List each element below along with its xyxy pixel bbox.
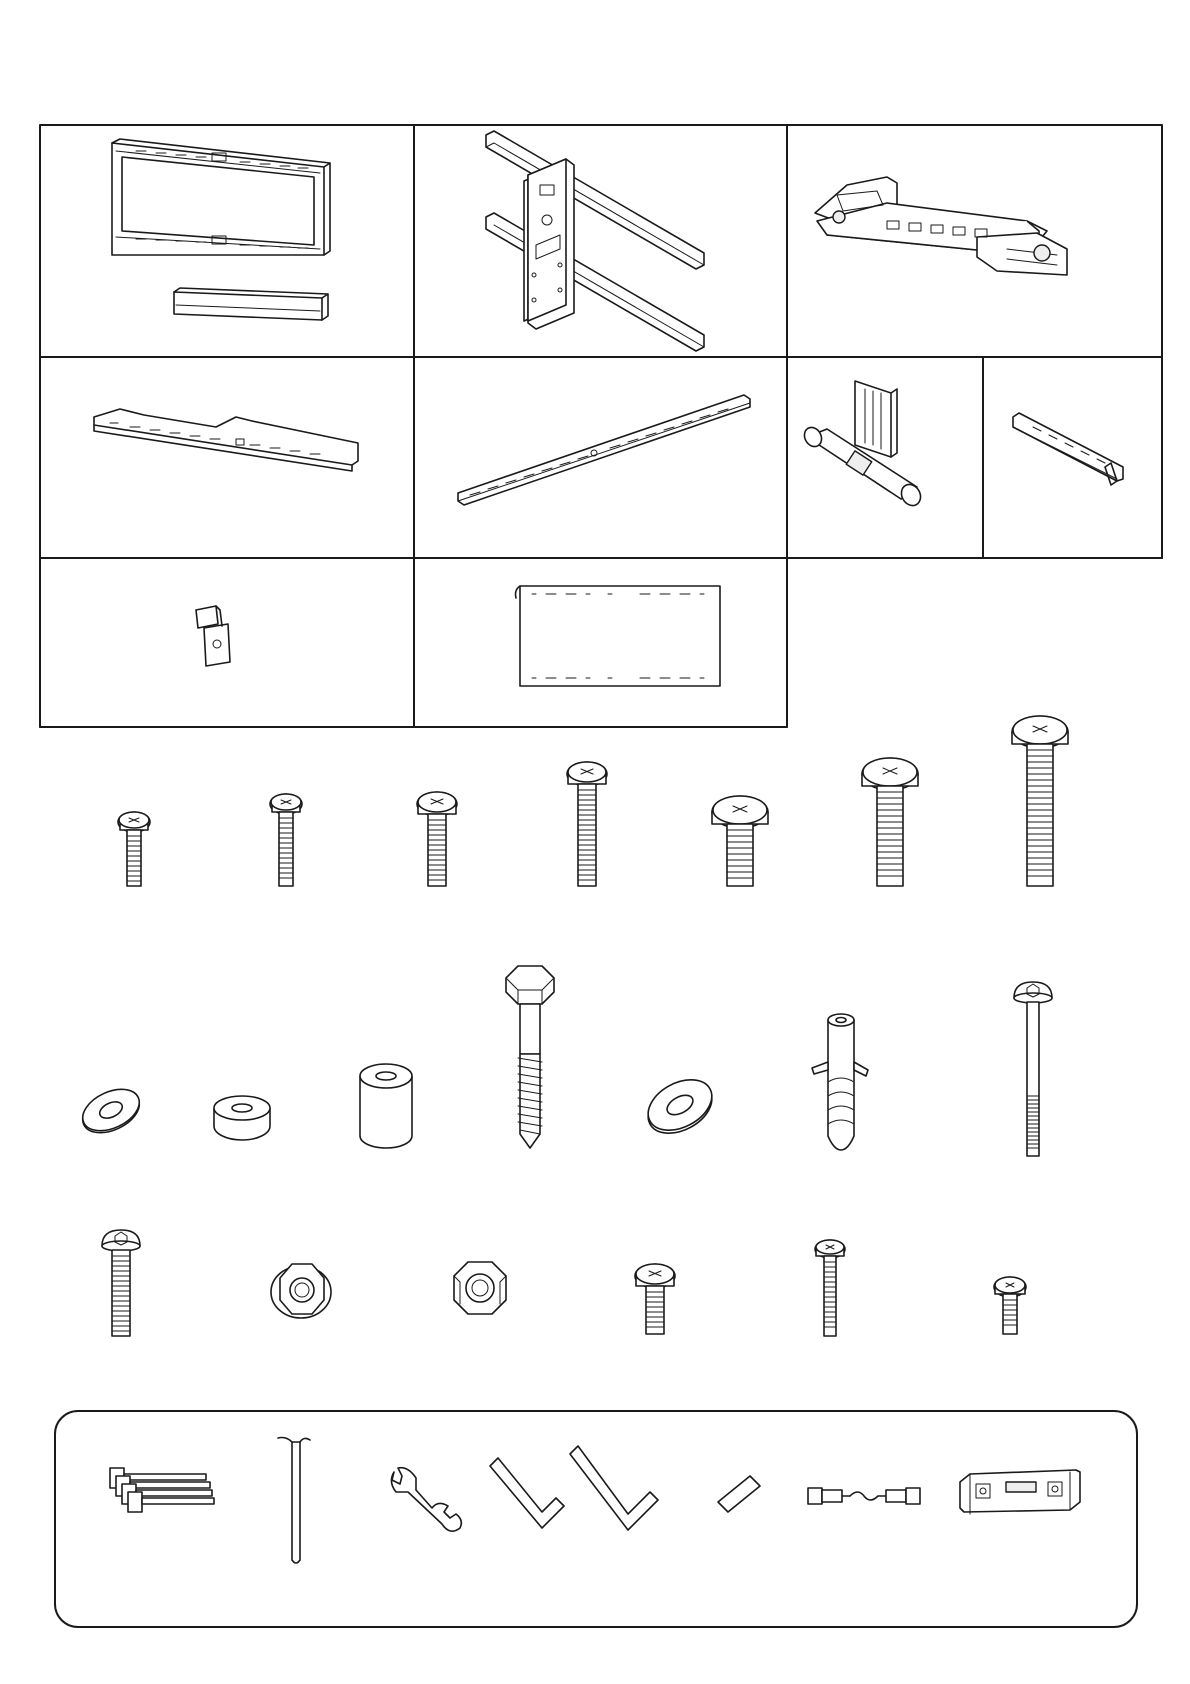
part-e-long-rail xyxy=(414,357,787,558)
pan-head-screw-l-icon xyxy=(562,760,612,890)
washer-small-icon xyxy=(76,1080,146,1140)
pan-screw-long-icon xyxy=(810,1238,850,1340)
flanged-nut-icon xyxy=(266,1254,336,1324)
long-slotted-rail-icon xyxy=(414,357,787,558)
hex-nut-icon xyxy=(448,1256,512,1320)
part-b-cross-brackets xyxy=(414,125,787,357)
tools-panel xyxy=(54,1410,1138,1628)
hardware-row-fasteners xyxy=(0,960,1190,1160)
hardware-row-nuts xyxy=(0,1210,1190,1350)
cable-connector-icon xyxy=(804,1478,924,1518)
short-channel-icon xyxy=(983,357,1162,558)
part-a-wall-plate xyxy=(40,125,414,357)
hex-key-small-icon xyxy=(486,1452,566,1542)
part-c-arm xyxy=(787,125,1162,357)
ring-spacer-icon xyxy=(208,1090,276,1146)
pan-screw-short-icon xyxy=(630,1262,680,1338)
large-head-screw-short-icon xyxy=(708,794,772,890)
washer-large-icon xyxy=(640,1070,720,1140)
pan-head-screw-xs-icon xyxy=(112,810,156,890)
wall-plate-icon xyxy=(40,125,414,357)
part-d-rail xyxy=(40,357,414,558)
articulating-arm-icon xyxy=(787,125,1162,357)
pan-head-screw-m-icon xyxy=(412,790,462,890)
part-g-short-channel xyxy=(983,357,1162,558)
hardware-row-screws xyxy=(0,700,1190,900)
bubble-level-icon xyxy=(956,1462,1086,1522)
horizontal-rail-icon xyxy=(40,357,414,558)
large-head-screw-medium-icon xyxy=(858,756,922,890)
hex-key-large-icon xyxy=(566,1442,662,1542)
cable-ties-icon xyxy=(106,1462,216,1522)
hex-lag-bolt-icon xyxy=(500,962,560,1152)
wall-anchor-icon xyxy=(808,1010,874,1156)
pan-screw-tiny-icon xyxy=(990,1276,1030,1338)
tube-spacer-icon xyxy=(354,1060,418,1152)
cross-bracket-icon xyxy=(414,125,787,357)
open-end-wrench-icon xyxy=(386,1462,466,1542)
spacer-pin-icon xyxy=(710,1466,770,1526)
large-head-screw-long-icon xyxy=(1008,714,1072,890)
button-socket-bolt-icon xyxy=(96,1226,146,1340)
tube-clamp-icon xyxy=(787,357,983,558)
pan-head-screw-s-icon xyxy=(264,792,308,890)
hex-key-long-icon xyxy=(266,1432,326,1572)
long-socket-bolt-icon xyxy=(1008,978,1058,1160)
part-f-tube-clamp xyxy=(787,357,983,558)
